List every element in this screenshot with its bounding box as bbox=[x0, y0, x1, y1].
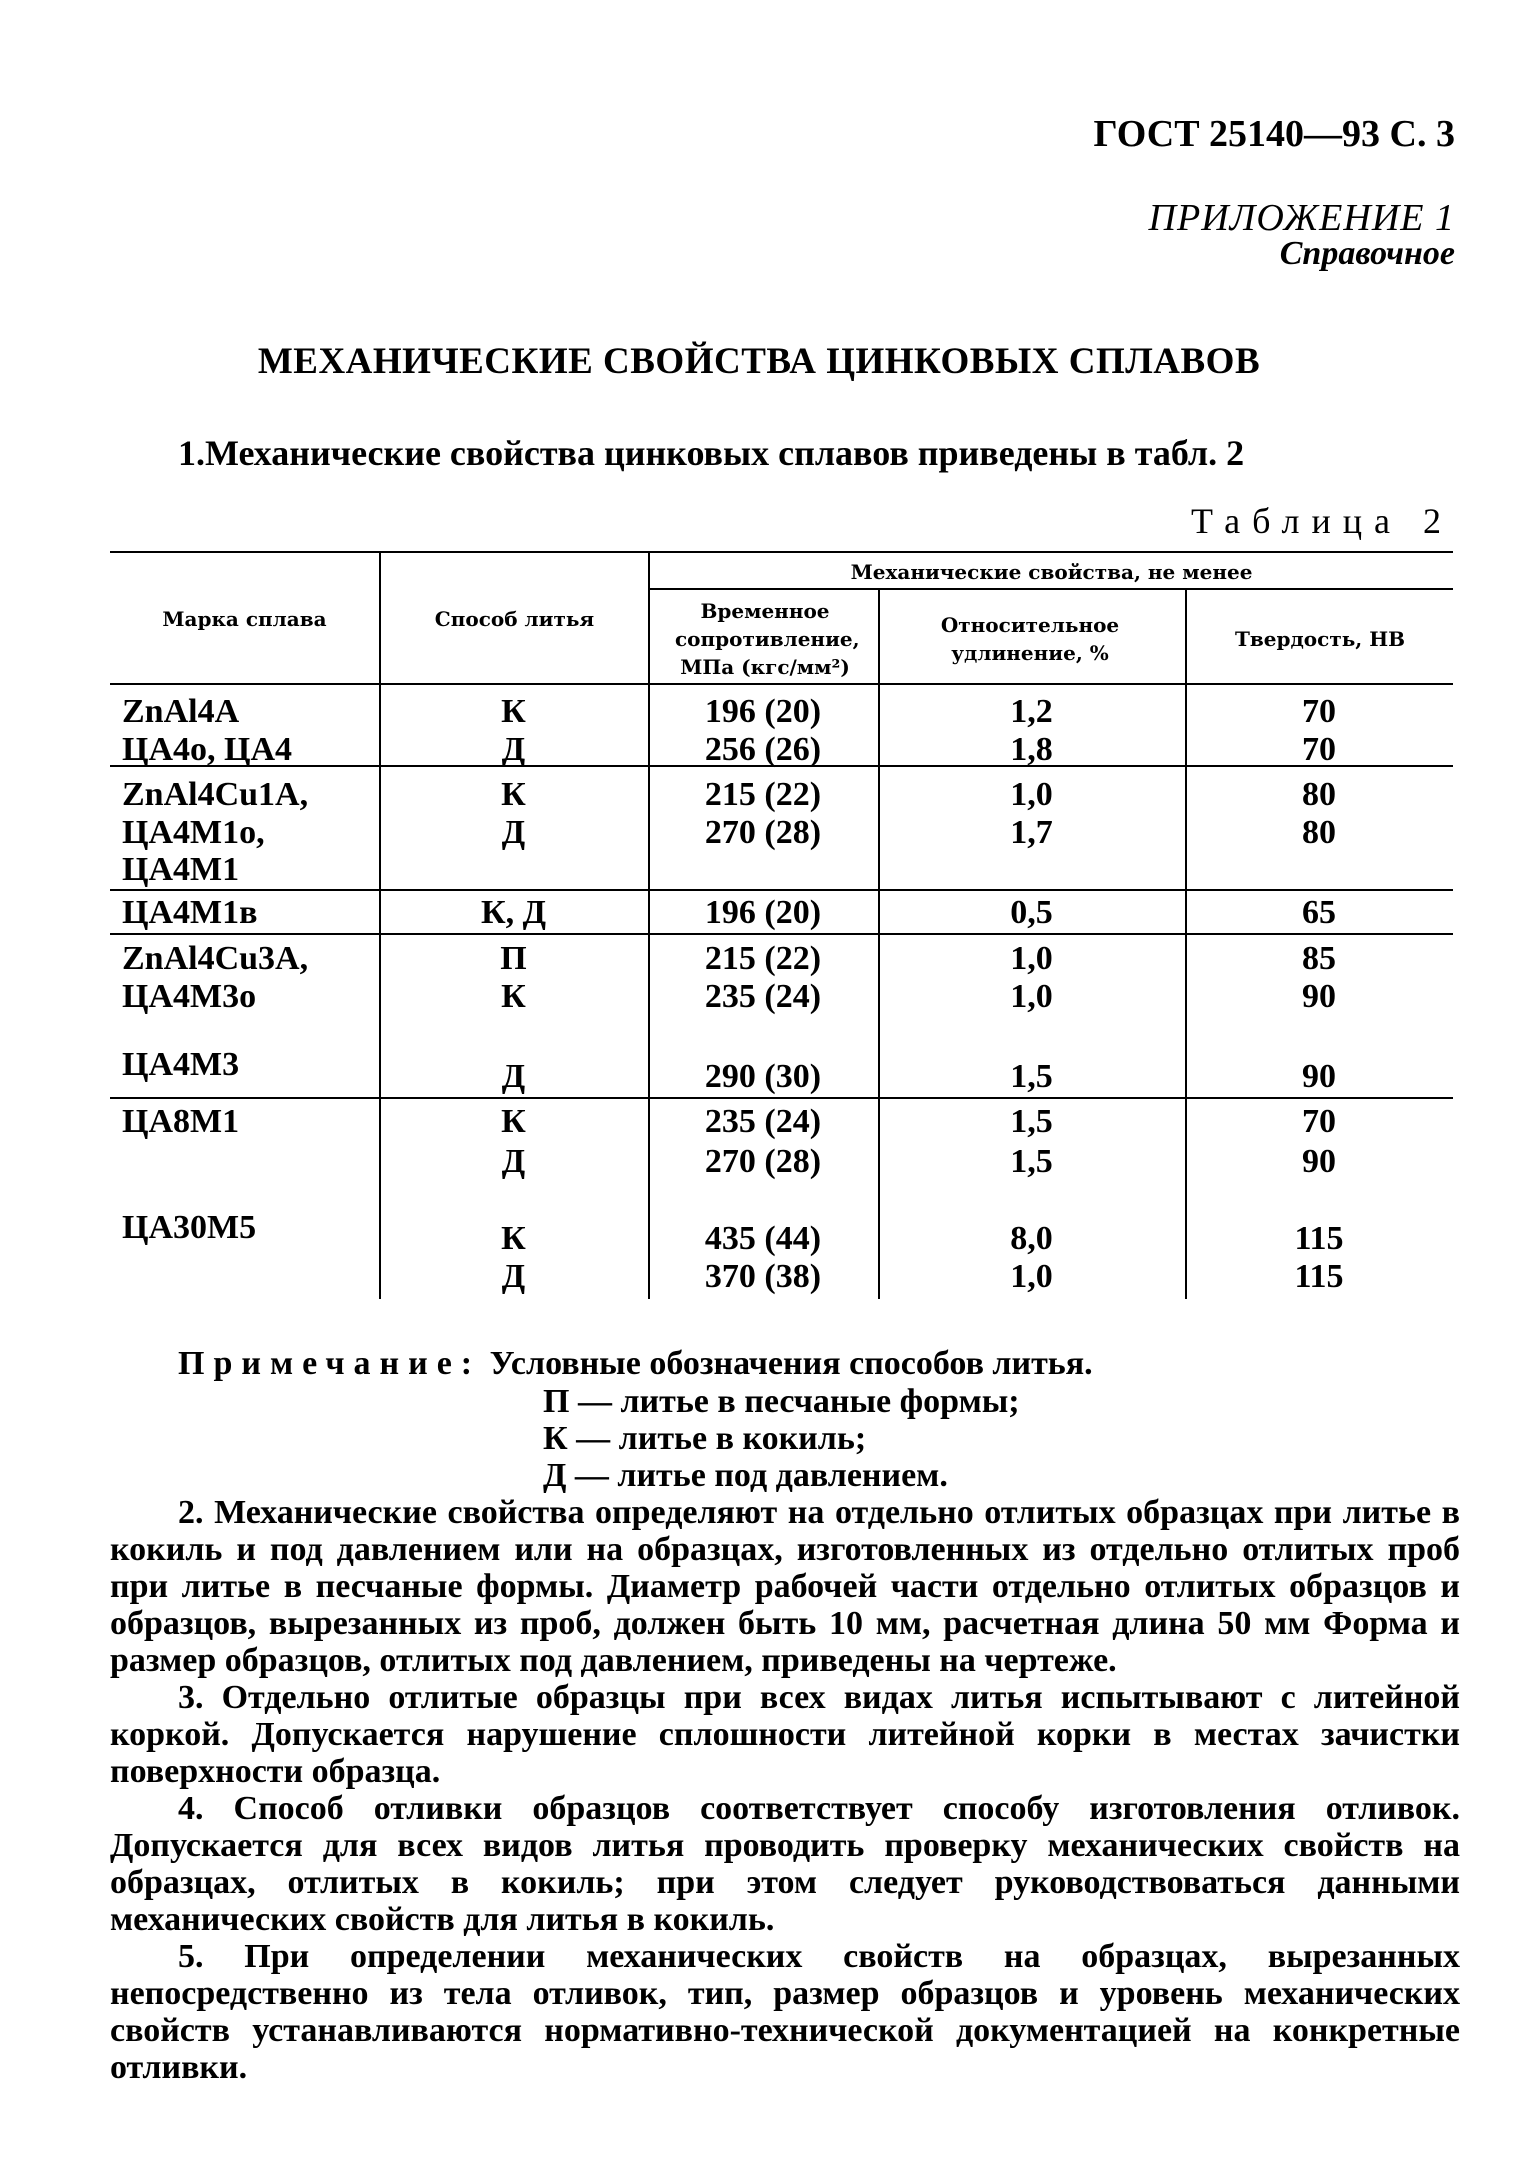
cell-hardness: 90 bbox=[1302, 978, 1336, 1015]
note-line bbox=[178, 1345, 1093, 1383]
cell-strength: 256 (26) bbox=[704, 731, 822, 768]
standard-header: ГОСТ 25140—93 С. 3 bbox=[1093, 113, 1455, 155]
cell-method: К, Д bbox=[480, 894, 547, 931]
cell-hardness: 80 bbox=[1302, 776, 1336, 813]
appendix-label: ПРИЛОЖЕНИЕ 1 bbox=[1148, 197, 1455, 239]
cell-grade: ЦА4о, ЦА4 bbox=[122, 731, 292, 768]
cell-strength: 290 (30) bbox=[704, 1058, 822, 1095]
header-elongation: Относительное удлинение, % bbox=[940, 613, 1120, 665]
note-item: П — литье в песчаные формы; bbox=[543, 1383, 1020, 1420]
note-item: Д — литье под давлением. bbox=[543, 1457, 948, 1494]
cell-strength: 270 (28) bbox=[704, 814, 822, 851]
group-rule bbox=[110, 889, 1453, 891]
cell-grade: ЦА8М1 bbox=[122, 1103, 240, 1140]
cell-hardness: 65 bbox=[1302, 894, 1336, 931]
paragraph: 3. Отдельно отлитые образцы при всех видах литья испытывают с литейной коркой. Допускается нарушение сплошности литейной корки в местах зачистки поверхности образца. bbox=[110, 1679, 1460, 1790]
cell-hardness: 70 bbox=[1302, 1103, 1336, 1140]
cell-elongation: 8,0 bbox=[1010, 1220, 1053, 1257]
cell-elongation: 1,8 bbox=[1010, 731, 1053, 768]
cell-grade: ЦА4М3 bbox=[122, 1046, 240, 1083]
cell-hardness: 70 bbox=[1302, 693, 1336, 730]
cell-strength: 435 (44) bbox=[704, 1220, 822, 1257]
cell-strength: 196 (20) bbox=[704, 894, 822, 931]
cell-method: Д bbox=[501, 1258, 526, 1295]
note-text: Условные обозначения способов литья. bbox=[489, 1345, 1093, 1382]
cell-method: К bbox=[501, 776, 526, 813]
paragraph: 5. При определении механических свойств на образцах, вырезанных непосредственно из тела отливок, тип, размер образцов и уровень механических свойств устанавливаются нормативно-технической документацией на конкретные отливки. bbox=[110, 1938, 1460, 2086]
cell-grade: ZnAl4Cu1A, bbox=[122, 776, 309, 813]
cell-method: Д bbox=[501, 1058, 526, 1095]
cell-elongation: 1,7 bbox=[1010, 814, 1053, 851]
cell-strength: 215 (22) bbox=[704, 776, 822, 813]
cell-grade: ZnAl4Cu3A, bbox=[122, 940, 309, 977]
cell-elongation: 1,0 bbox=[1010, 940, 1053, 977]
cell-strength: 235 (24) bbox=[704, 1103, 822, 1140]
header-grade: Марка сплава bbox=[162, 607, 327, 631]
cell-grade: ZnAl4A bbox=[122, 693, 240, 730]
group-rule bbox=[110, 1097, 1453, 1099]
cell-hardness: 90 bbox=[1302, 1058, 1336, 1095]
table-caption: Таблица 2 bbox=[1191, 501, 1453, 541]
cell-hardness: 85 bbox=[1302, 940, 1336, 977]
cell-strength: 270 (28) bbox=[704, 1143, 822, 1180]
table-top-rule bbox=[110, 551, 1453, 553]
cell-hardness: 115 bbox=[1294, 1220, 1344, 1257]
cell-method: К bbox=[501, 1220, 526, 1257]
cell-grade: ЦА4М1о, bbox=[122, 814, 265, 851]
paragraph: 2. Механические свойства определяют на отдельно отлитых образцах при литье в кокиль и под давлением или на образцах, изготовленных из отдельно отлитых проб при литье в песчаные формы. Диаметр рабочей части отдельно отлитых образцов и образцов, вырезанных из проб, должен быть 10 мм, расчетная длина 50 мм Форма и размер образцов, отлитых под давлением, приведены на чертеже. bbox=[110, 1494, 1460, 1679]
note-item: К — литье в кокиль; bbox=[543, 1420, 867, 1457]
cell-grade: ЦА4М1 bbox=[122, 851, 240, 888]
header-method: Способ литья bbox=[434, 607, 595, 631]
cell-grade: ЦА4М1в bbox=[122, 894, 258, 931]
cell-elongation: 1,0 bbox=[1010, 1258, 1053, 1295]
paragraph: 4. Способ отливки образцов соответствует способу изготовления отливок. Допускается для всех видов литья проводить проверку механических свойств на образцах, отлитых в кокиль; при этом следует руководствоваться данными механических свойств для литья в кокиль. bbox=[110, 1790, 1460, 1938]
cell-hardness: 90 bbox=[1302, 1143, 1336, 1180]
cell-hardness: 115 bbox=[1294, 1258, 1344, 1295]
cell-elongation: 1,5 bbox=[1010, 1103, 1053, 1140]
header-bottom-rule bbox=[110, 683, 1453, 685]
cell-strength: 370 (38) bbox=[704, 1258, 822, 1295]
header-strength: Временное сопротивление, МПа (кгс/мм²) bbox=[675, 599, 860, 679]
cell-method: Д bbox=[501, 814, 526, 851]
cell-elongation: 0,5 bbox=[1010, 894, 1053, 931]
cell-hardness: 70 bbox=[1302, 731, 1336, 768]
header-hardness: Твердость, НВ bbox=[1234, 627, 1406, 651]
cell-method: К bbox=[501, 1103, 526, 1140]
page-title: МЕХАНИЧЕСКИЕ СВОЙСТВА ЦИНКОВЫХ СПЛАВОВ bbox=[257, 341, 1261, 382]
header-group: Механические свойства, не менее bbox=[850, 560, 1253, 584]
appendix-type: Справочное bbox=[1279, 235, 1455, 272]
intro-paragraph: 1.Механические свойства цинковых сплавов приведены в табл. 2 bbox=[178, 433, 1245, 473]
cell-method: Д bbox=[501, 1143, 526, 1180]
cell-hardness: 80 bbox=[1302, 814, 1336, 851]
note-label: Примечание: bbox=[178, 1345, 482, 1382]
cell-elongation: 1,2 bbox=[1010, 693, 1053, 730]
cell-method: К bbox=[501, 693, 526, 730]
cell-grade: ЦА4М3о bbox=[122, 978, 257, 1015]
cell-method: П bbox=[500, 940, 527, 977]
cell-elongation: 1,5 bbox=[1010, 1143, 1053, 1180]
cell-method: Д bbox=[501, 731, 526, 768]
cell-strength: 215 (22) bbox=[704, 940, 822, 977]
group-rule bbox=[110, 933, 1453, 935]
cell-strength: 196 (20) bbox=[704, 693, 822, 730]
cell-elongation: 1,0 bbox=[1010, 978, 1053, 1015]
cell-strength: 235 (24) bbox=[704, 978, 822, 1015]
cell-grade: ЦА30М5 bbox=[122, 1209, 257, 1246]
cell-elongation: 1,5 bbox=[1010, 1058, 1053, 1095]
cell-elongation: 1,0 bbox=[1010, 776, 1053, 813]
cell-method: К bbox=[501, 978, 526, 1015]
group-header-rule bbox=[648, 588, 1453, 590]
